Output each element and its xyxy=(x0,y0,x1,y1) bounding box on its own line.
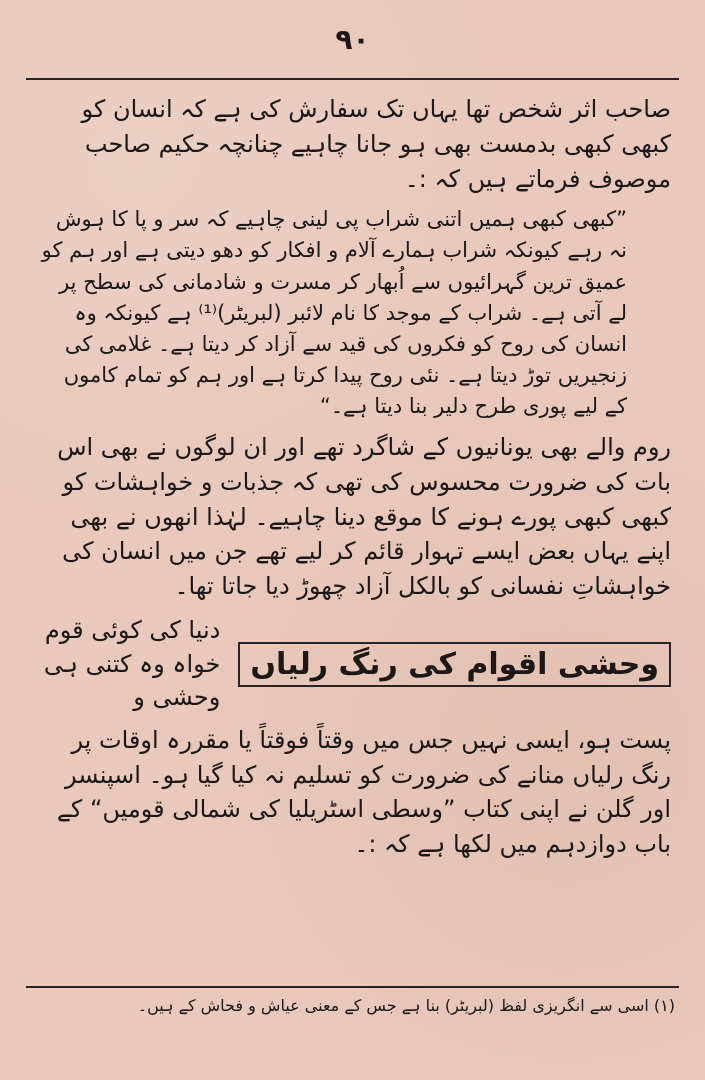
bottom-rule xyxy=(26,986,679,988)
second-paragraph: روم والے بھی یونانیوں کے شاگرد تھے اور ان لوگوں نے بھی اس بات کی ضرورت محسوس کی تھی کہ جذبات و خواہشات کو کبھی کبھی پورے ہونے کا موقع دینا چاہیے۔ لہٰذا انھوں نے بھی اپنے یہاں بعض ایسے تہوار قائم کر لیے تھے جن میں انسان کی خواہشاتِ نفسانی کو بالکل آزاد چھوڑ دیا جاتا تھا۔ xyxy=(57,432,671,601)
page-number: ۹۰ xyxy=(335,23,370,56)
section-heading-continuation: دنیا کی کوئی قوم خواہ وہ کتنی ہی وحشی و xyxy=(43,615,221,712)
section-heading-row xyxy=(36,614,671,715)
section-heading-box: وحشی اقوام کی رنگ رلیاں xyxy=(238,642,671,687)
intro-paragraph: صاحب اثر شخص تھا یہاں تک سفارش کی ہے کہ انسان کو کبھی کبھی بدمست بھی ہو جانا چاہیے چنانچہ حکیم صاحب موصوف فرماتے ہیں کہ :۔ xyxy=(81,95,671,193)
third-paragraph: پست ہو، ایسی نہیں جس میں وقتاً فوقتاً یا مقررہ اوقات پر رنگ رلیاں منانے کی ضرورت کو تسلیم نہ کیا گیا ہو۔ اسپنسر اور گلن نے اپنی کتاب ”وسطی اسٹریلیا کی شمالی قومیں“ کے باب دوازدہم میں لکھا ہے کہ :۔ xyxy=(56,725,671,859)
quote-paragraph: ”کبھی کبھی ہمیں اتنی شراب پی لینی چاہیے کہ سر و پا کا ہوش نہ رہے کیونکہ شراب ہمارے آلام و افکار کو دھو دیتی ہے اور ہم کو عمیق ترین گہرائیوں سے اُبھار کر مسرت و شادمانی کی سطح پر لے آتی ہے۔ شراب کے موجد کا نام لائبر (لبریٹر)⁽¹⁾ ہے کیونکہ وہ انسان کی روح کو فکروں کی قید سے آزاد کر دیتا ہے۔ غلامی کی زنجیریں توڑ دیتا ہے۔ نئی روح پیدا کرتا ہے اور ہم کو تمام کاموں کے لیے پوری طرح دلیر بنا دیتا ہے۔“ xyxy=(41,207,627,418)
footnote: (۱) اسی سے انگریزی لفظ (لبریٹر) بنا ہے جس کے معنی عیاش و فحاش کے ہیں۔ xyxy=(137,996,675,1015)
main-text xyxy=(36,92,671,870)
top-rule xyxy=(26,78,679,80)
